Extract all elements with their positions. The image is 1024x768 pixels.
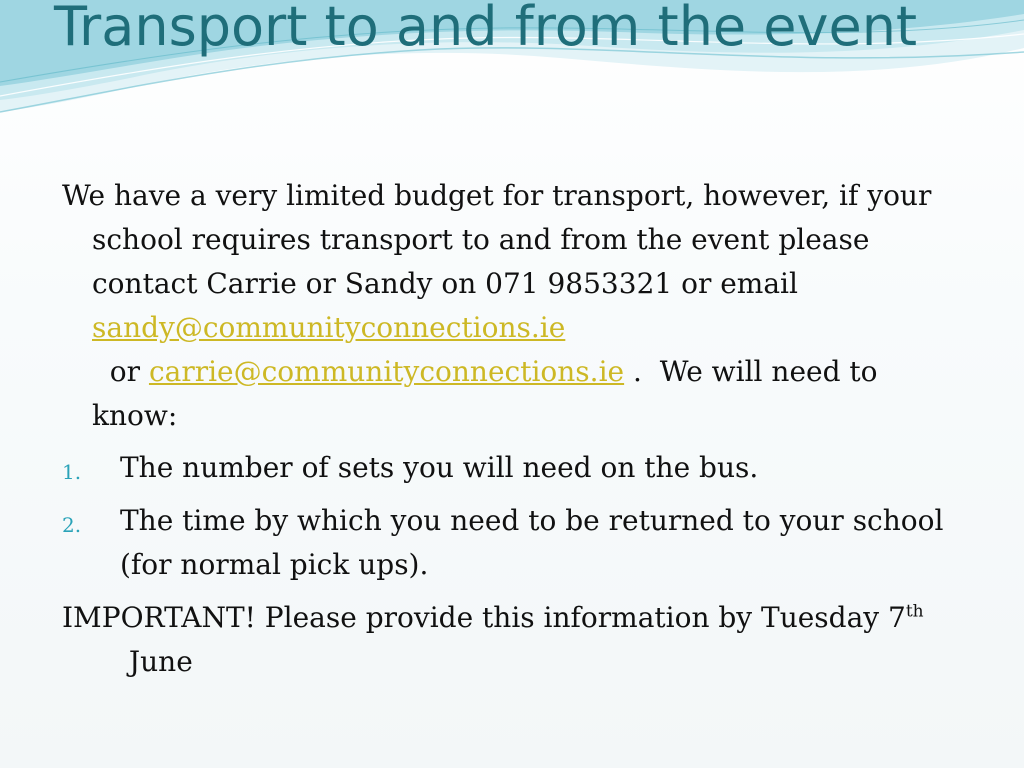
intro-text-between: or [92,355,149,388]
intro-text-after: . We will need to know: [92,355,887,432]
list-number: 1. [62,460,82,484]
important-notice [62,596,962,684]
important-text: IMPORTANT! Please provide this information by Tuesday 7 [62,601,906,634]
list-item-text: The time by which you need to be returned to your school (for normal pick ups). [120,504,944,581]
list-number: 2. [62,513,82,537]
intro-paragraph [62,174,962,438]
date-superscript: th [905,601,924,622]
slide-body [62,174,962,684]
slide-title: Transport to and from the event [54,0,918,58]
list-item-text: The number of sets you will need on the bus. [120,451,759,484]
important-suffix: June [120,645,193,678]
requirements-list [62,446,962,587]
email-link-sandy[interactable]: sandy@communityconnections.ie [92,311,566,344]
email-link-carrie[interactable]: carrie@communityconnections.ie [148,355,625,388]
list-item [62,446,962,490]
intro-text-before: We have a very limited budget for transport, however, if your school requires transport to and from the event please contact Carrie or Sandy on 071 9853321 or email [62,179,932,300]
list-item [62,499,962,587]
